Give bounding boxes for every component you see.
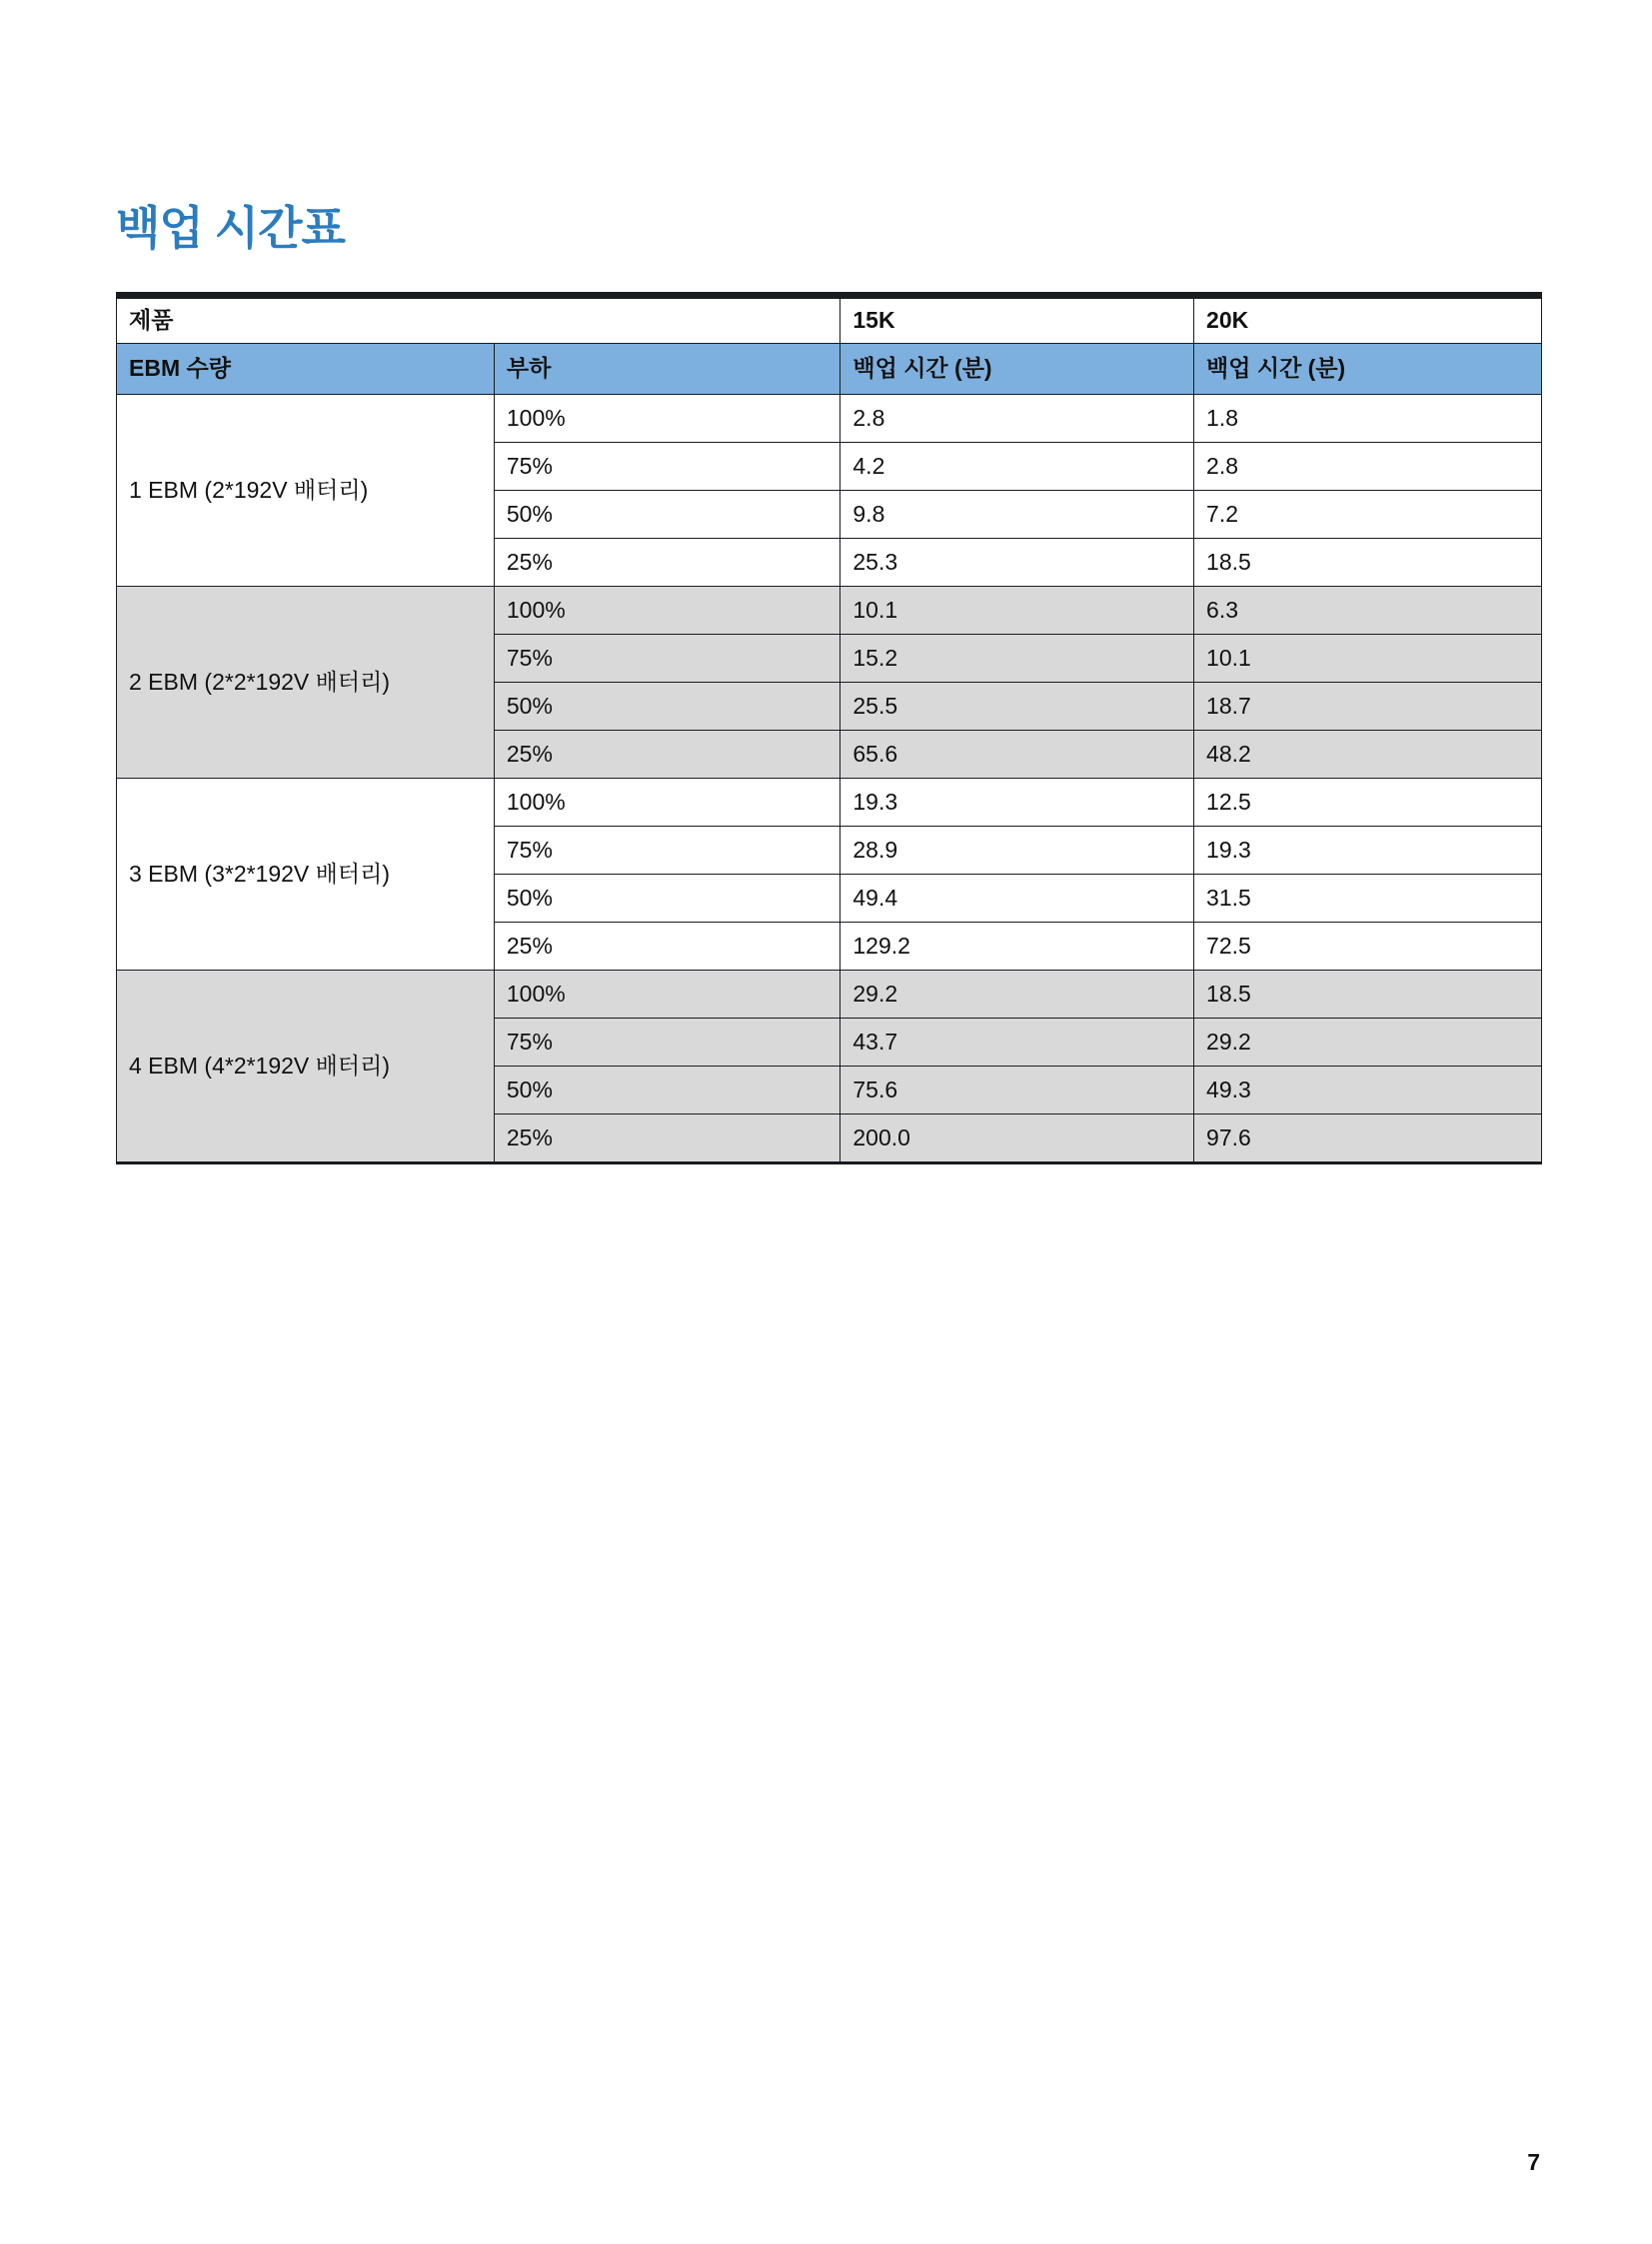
table-row bbox=[117, 587, 1542, 635]
load-cell: 50% bbox=[494, 491, 840, 539]
header-load: 부하 bbox=[494, 344, 840, 395]
time-15k-cell: 4.2 bbox=[840, 443, 1194, 491]
load-cell: 50% bbox=[494, 1067, 840, 1115]
load-cell: 25% bbox=[494, 539, 840, 587]
time-20k-cell: 49.3 bbox=[1194, 1067, 1542, 1115]
ebm-cell: 3 EBM (3*2*192V 배터리) bbox=[117, 779, 495, 971]
time-15k-cell: 129.2 bbox=[840, 923, 1194, 971]
time-15k-cell: 28.9 bbox=[840, 827, 1194, 875]
table-row bbox=[117, 395, 1542, 443]
time-15k-cell: 19.3 bbox=[840, 779, 1194, 827]
load-cell: 25% bbox=[494, 1115, 840, 1163]
header-20k: 20K bbox=[1194, 296, 1542, 344]
time-20k-cell: 10.1 bbox=[1194, 635, 1542, 683]
time-15k-cell: 15.2 bbox=[840, 635, 1194, 683]
header-backup-time-20k: 백업 시간 (분) bbox=[1194, 344, 1542, 395]
table-row bbox=[117, 971, 1542, 1019]
time-20k-cell: 29.2 bbox=[1194, 1019, 1542, 1067]
table-header-product-row bbox=[117, 296, 1542, 344]
header-ebm-count: EBM 수량 bbox=[117, 344, 495, 395]
load-cell: 75% bbox=[494, 443, 840, 491]
load-cell: 75% bbox=[494, 827, 840, 875]
ebm-cell: 1 EBM (2*192V 배터리) bbox=[117, 395, 495, 587]
header-15k: 15K bbox=[840, 296, 1194, 344]
time-15k-cell: 10.1 bbox=[840, 587, 1194, 635]
time-20k-cell: 72.5 bbox=[1194, 923, 1542, 971]
time-15k-cell: 25.3 bbox=[840, 539, 1194, 587]
time-20k-cell: 18.7 bbox=[1194, 683, 1542, 731]
time-20k-cell: 1.8 bbox=[1194, 395, 1542, 443]
backup-table-container bbox=[116, 292, 1542, 1164]
table-row bbox=[117, 779, 1542, 827]
load-cell: 100% bbox=[494, 971, 840, 1019]
time-20k-cell: 48.2 bbox=[1194, 731, 1542, 779]
ebm-cell: 4 EBM (4*2*192V 배터리) bbox=[117, 971, 495, 1163]
time-20k-cell: 19.3 bbox=[1194, 827, 1542, 875]
load-cell: 100% bbox=[494, 779, 840, 827]
table-header-columns-row bbox=[117, 344, 1542, 395]
load-cell: 50% bbox=[494, 875, 840, 923]
time-20k-cell: 2.8 bbox=[1194, 443, 1542, 491]
page-title: 백업 시간표 bbox=[116, 202, 345, 254]
time-15k-cell: 65.6 bbox=[840, 731, 1194, 779]
load-cell: 25% bbox=[494, 731, 840, 779]
header-product: 제품 bbox=[117, 296, 840, 344]
time-20k-cell: 12.5 bbox=[1194, 779, 1542, 827]
time-15k-cell: 200.0 bbox=[840, 1115, 1194, 1163]
time-20k-cell: 18.5 bbox=[1194, 971, 1542, 1019]
header-backup-time-15k: 백업 시간 (분) bbox=[840, 344, 1194, 395]
time-15k-cell: 75.6 bbox=[840, 1067, 1194, 1115]
load-cell: 75% bbox=[494, 1019, 840, 1067]
time-15k-cell: 2.8 bbox=[840, 395, 1194, 443]
load-cell: 75% bbox=[494, 635, 840, 683]
time-20k-cell: 6.3 bbox=[1194, 587, 1542, 635]
time-15k-cell: 9.8 bbox=[840, 491, 1194, 539]
ebm-cell: 2 EBM (2*2*192V 배터리) bbox=[117, 587, 495, 779]
load-cell: 100% bbox=[494, 395, 840, 443]
time-15k-cell: 29.2 bbox=[840, 971, 1194, 1019]
load-cell: 100% bbox=[494, 587, 840, 635]
backup-time-table bbox=[116, 292, 1542, 1164]
time-15k-cell: 43.7 bbox=[840, 1019, 1194, 1067]
time-20k-cell: 31.5 bbox=[1194, 875, 1542, 923]
time-20k-cell: 7.2 bbox=[1194, 491, 1542, 539]
time-20k-cell: 97.6 bbox=[1194, 1115, 1542, 1163]
page-number: 7 bbox=[1527, 2149, 1540, 2175]
load-cell: 25% bbox=[494, 923, 840, 971]
time-15k-cell: 25.5 bbox=[840, 683, 1194, 731]
time-20k-cell: 18.5 bbox=[1194, 539, 1542, 587]
load-cell: 50% bbox=[494, 683, 840, 731]
time-15k-cell: 49.4 bbox=[840, 875, 1194, 923]
